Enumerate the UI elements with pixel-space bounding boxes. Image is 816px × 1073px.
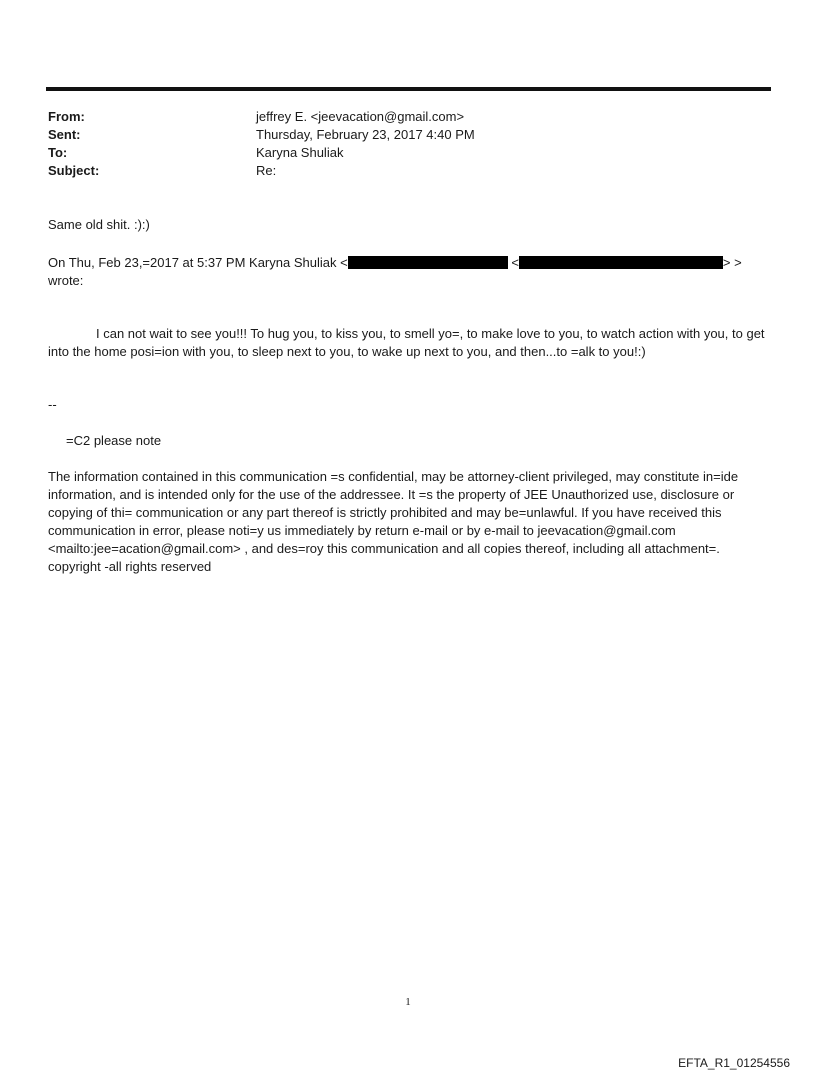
- from-value: jeffrey E. <jeevacation@gmail.com>: [256, 109, 465, 124]
- quote-intro: [48, 254, 742, 272]
- subject-value: Re:: [256, 163, 277, 178]
- bates-number: EFTA_R1_01254556: [678, 1056, 790, 1070]
- quote-intro-wrote: wrote:: [48, 273, 84, 288]
- page-number: 1: [405, 996, 411, 1008]
- quote-intro-start: On Thu, Feb 23,=2017 at 5:37 PM Karyna Shuliak <: [48, 255, 348, 270]
- to-value: Karyna Shuliak: [256, 145, 344, 160]
- quoted-message-text: I can not wait to see you!!! To hug you, to kiss you, to smell yo=, to make love to you, to watch action with you, to get into the home posi=ion with you, to sleep next to you, to wake up next to you, and then...to =alk to you!:): [48, 326, 765, 359]
- to-row: [48, 144, 748, 162]
- sent-label: Sent:: [48, 127, 81, 142]
- subject-row: [48, 162, 748, 180]
- quote-intro-mid: <: [511, 255, 519, 270]
- disclaimer: The information contained in this communication =s confidential, may be attorney-client privileged, may constitute in=ide information, and is intended only for the use of the addressee. It =s the property of JEE Unauthorized use, disclosure or copying of thi= communication or any part thereof is strictly prohibited and may be=unlawful. If you have received this communication in error, please noti=y us immediately by return e-mail or by e-mail to jeevacation@gmail.com <mailto:jee=acation@gmail.com> , and des=roy this communication and all copies thereof, including all attachment=. copyright -all rights reserved: [48, 469, 739, 574]
- sent-value: Thursday, February 23, 2017 4:40 PM: [256, 127, 475, 142]
- sent-row: [48, 126, 748, 144]
- quote-intro-end: > >: [722, 255, 742, 270]
- email-header: [48, 108, 748, 180]
- header-divider: [46, 87, 771, 91]
- quoted-message: [48, 325, 768, 361]
- signature-separator: --: [48, 397, 57, 412]
- redaction-bar: [348, 256, 508, 269]
- please-note: =C2 please note: [66, 433, 162, 448]
- reply-text: Same old shit. :):): [48, 217, 150, 232]
- subject-label: Subject:: [48, 163, 100, 178]
- from-row: [48, 108, 748, 126]
- to-label: To:: [48, 145, 68, 160]
- from-label: From:: [48, 109, 85, 124]
- redaction-bar: [519, 256, 723, 269]
